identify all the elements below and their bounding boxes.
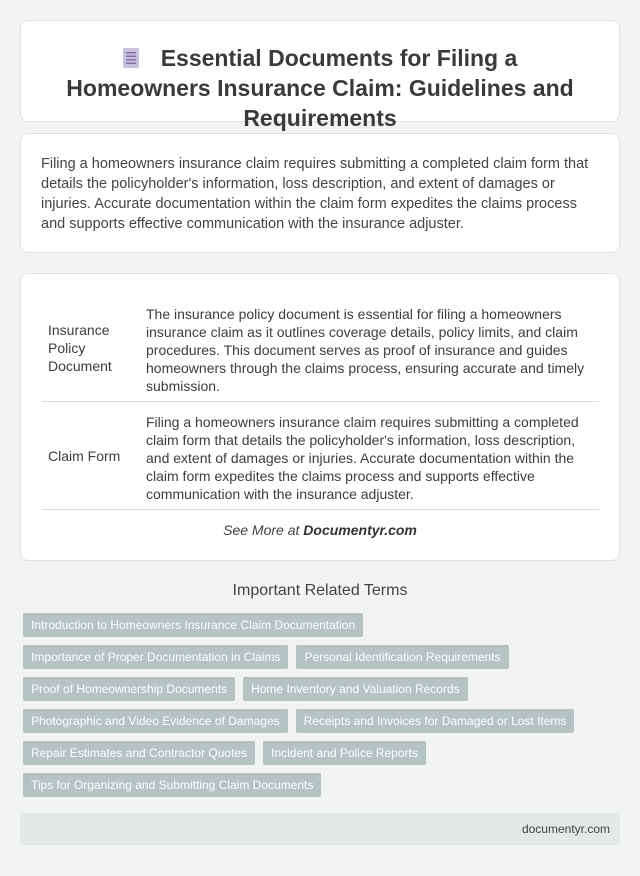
document-description: The insurance policy document is essential for filing a homeowners insurance claim as it outlines coverage details, policy limits, and claim procedures. This document serves as proof of insurance and guides homeowners through the claims process, ensuring accurate and timely submission. (142, 294, 599, 402)
related-terms-heading: Important Related Terms (232, 582, 408, 599)
related-term-tag[interactable]: Photographic and Video Evidence of Damages (23, 709, 288, 733)
page-title (51, 43, 589, 133)
intro-card (20, 133, 620, 253)
table-row (42, 294, 599, 402)
related-term-tag[interactable]: Home Inventory and Valuation Records (243, 677, 468, 701)
document-description: Filing a homeowners insurance claim requires submitting a completed claim form that details the policyholder's information, loss description, and extent of damages or injuries. Accurate documentation within the claim form expedites the claims process and supports effective communication with the insurance adjuster. (142, 402, 599, 510)
related-term-tag[interactable]: Proof of Homeownership Documents (23, 677, 235, 701)
document-icon (123, 48, 139, 68)
document-term: Insurance Policy Document (42, 294, 142, 402)
table-row (42, 402, 599, 510)
see-more-site[interactable]: Documentyr.com (303, 522, 417, 538)
see-more-link[interactable] (21, 522, 619, 538)
footer-site-link[interactable]: documentyr.com (521, 822, 610, 836)
documents-card (20, 273, 620, 561)
related-term-tag[interactable]: Personal Identification Requirements (296, 645, 508, 669)
related-term-tag[interactable]: Importance of Proper Documentation in Claims (23, 645, 288, 669)
related-term-tag[interactable]: Incident and Police Reports (263, 741, 426, 765)
related-term-tag[interactable]: Tips for Organizing and Submitting Claim Documents (23, 773, 321, 797)
related-term-tag[interactable]: Introduction to Homeowners Insurance Claim Documentation (23, 613, 363, 637)
page-title-text: Essential Documents for Filing a Homeowners Insurance Claim: Guidelines and Requirements (66, 45, 574, 131)
related-term-tag[interactable]: Receipts and Invoices for Damaged or Lost Items (296, 709, 575, 733)
documents-table (42, 294, 599, 510)
footer (20, 813, 620, 845)
document-term: Claim Form (42, 402, 142, 510)
related-term-tag[interactable]: Repair Estimates and Contractor Quotes (23, 741, 255, 765)
intro-paragraph: Filing a homeowners insurance claim requires submitting a completed claim form that details the policyholder's information, loss description, and extent of damages or injuries. Accurate documentation within the claim form expedites the claims process and supports effective communication with the insurance adjuster. (41, 156, 589, 232)
related-terms-list (23, 613, 583, 805)
title-card (20, 20, 620, 131)
see-more-prefix: See More at (223, 522, 304, 538)
